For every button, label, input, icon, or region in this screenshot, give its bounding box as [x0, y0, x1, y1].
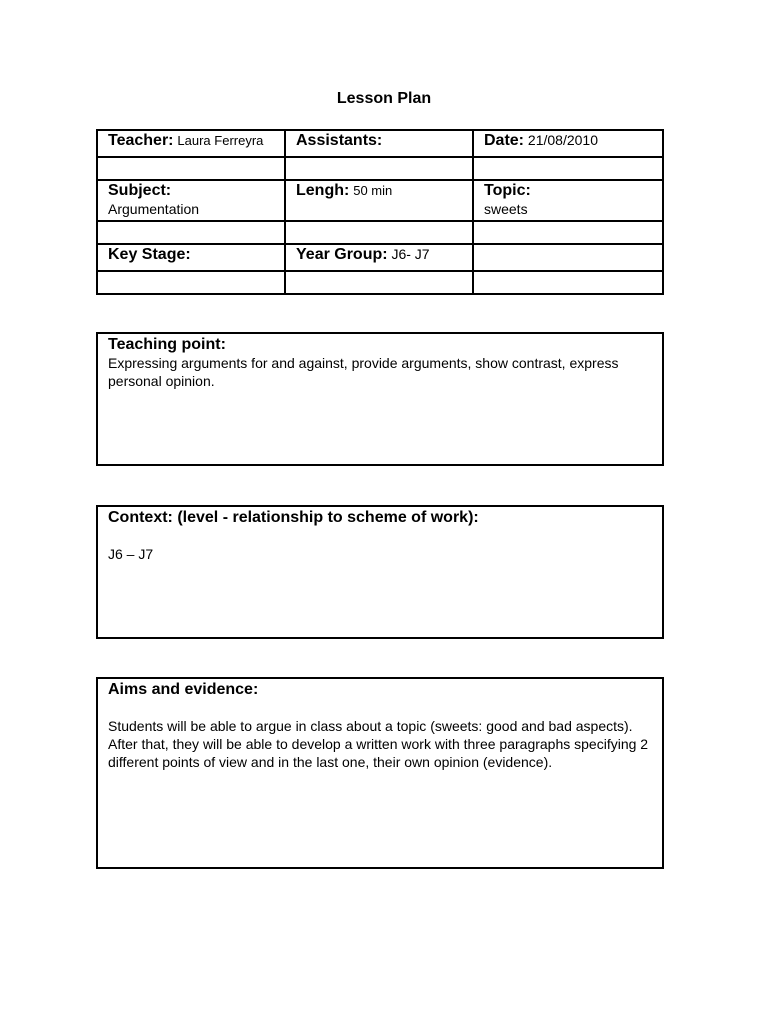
empty-cell [473, 271, 663, 294]
key-stage-cell [97, 244, 285, 271]
page-title: Lesson Plan [336, 90, 432, 107]
table-row [97, 180, 663, 221]
assistants-label: Assistants: [296, 132, 383, 149]
length-label: Lengh: [296, 182, 350, 199]
lesson-info-table [96, 129, 664, 295]
teaching-point-box [96, 332, 664, 466]
year-group-value: J6- J7 [391, 246, 430, 262]
assistants-cell [285, 130, 473, 157]
teaching-point-title: Teaching point: [108, 336, 226, 353]
aims-text: Students will be able to argue in class about a topic (sweets: good and bad aspects). After that, they will be able to develop a written work with three paragraphs specifying 2 different points of view and in the last one, their own opinion (evidence). [108, 718, 649, 770]
context-text: J6 – J7 [108, 546, 154, 562]
table-row [97, 271, 663, 294]
length-cell [285, 180, 473, 221]
table-row [97, 244, 663, 271]
topic-value: sweets [484, 201, 528, 217]
table-row [97, 221, 663, 244]
empty-cell [97, 221, 285, 244]
date-cell [473, 130, 663, 157]
topic-cell [473, 180, 663, 221]
date-value: 21/08/2010 [527, 132, 598, 148]
subject-label: Subject: [108, 182, 172, 199]
empty-cell [97, 271, 285, 294]
empty-cell [285, 157, 473, 180]
table-row [97, 157, 663, 180]
empty-cell [473, 244, 663, 271]
empty-cell [473, 221, 663, 244]
date-label: Date: [484, 132, 525, 149]
subject-cell [97, 180, 285, 221]
table-row [97, 130, 663, 157]
context-title: Context: (level - relationship to scheme of work): [108, 509, 479, 526]
aims-box [96, 677, 664, 869]
year-group-cell [285, 244, 473, 271]
key-stage-label: Key Stage: [108, 246, 191, 263]
subject-value: Argumentation [108, 201, 200, 217]
aims-title: Aims and evidence: [108, 681, 259, 698]
topic-label: Topic: [484, 182, 531, 199]
empty-cell [285, 271, 473, 294]
empty-cell [473, 157, 663, 180]
teacher-value: Laura Ferreyra [177, 133, 264, 148]
teaching-point-text: Expressing arguments for and against, provide arguments, show contrast, express personal opinion. [108, 355, 619, 389]
empty-cell [97, 157, 285, 180]
empty-cell [285, 221, 473, 244]
context-box [96, 505, 664, 639]
teacher-label: Teacher: [108, 132, 174, 149]
teacher-cell [97, 130, 285, 157]
year-group-label: Year Group: [296, 246, 388, 263]
length-value: 50 min [353, 183, 393, 198]
